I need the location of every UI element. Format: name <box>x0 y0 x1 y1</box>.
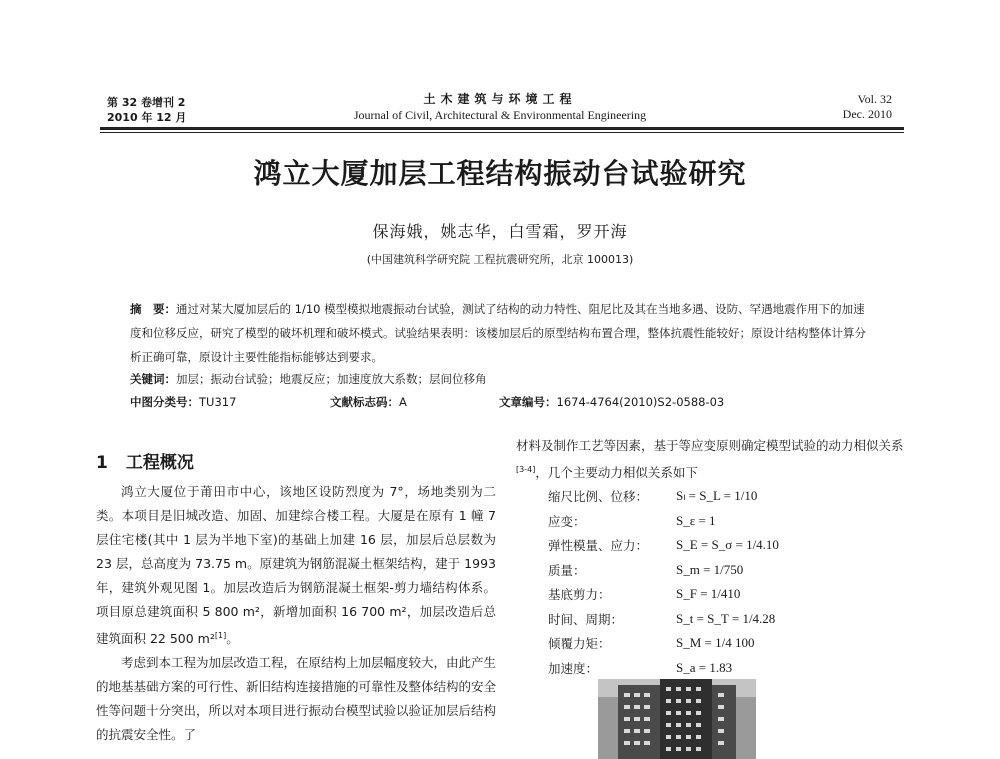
journal-name-cn: 土木建筑与环境工程 <box>423 92 577 106</box>
relation-label: 加速度： <box>548 660 599 676</box>
relation-formula: S_a = 1.83 <box>676 659 733 675</box>
citation: [1] <box>214 631 227 640</box>
building-image <box>598 679 756 759</box>
relation-row <box>548 533 779 558</box>
paragraph-text: 考虑到本工程为加层改造工程，在原结构上加层幅度较大，由此产生的地基基础方案的可行性、新旧结构连接措施的可靠性及整体结构的安全性等问题十分突出，所以对本项目进行振动台模型试验以验证加层后结构的抗震安全性。了 <box>96 655 497 743</box>
section-title: 工程概况 <box>125 453 194 473</box>
author-list: 保海娥，姚志华，白雪霜，罗开海 <box>372 222 628 241</box>
relation-formula: S_ε = 1 <box>676 512 716 528</box>
clc-label: 中图分类号： <box>130 395 199 409</box>
similarity-relations <box>548 484 779 680</box>
relation-label: 缩尺比例、位移： <box>548 489 649 505</box>
relation-label: 时间、周期： <box>548 611 624 627</box>
left-column-body <box>96 480 496 747</box>
journal-name-en: Journal of Civil, Architectural & Environmental Engineering <box>353 108 647 122</box>
relation-row <box>548 509 779 534</box>
article-label: 文章编号： <box>499 395 557 409</box>
relation-formula: S_t = S_T = 1/4.28 <box>676 610 776 626</box>
relation-row <box>548 631 779 656</box>
building-photo <box>598 679 756 759</box>
journal-volume-en <box>843 92 892 122</box>
paper-title: 鸿立大厦加层工程结构振动台试验研究 <box>253 157 747 190</box>
relation-formula: S_M = 1/4 100 <box>676 635 755 651</box>
abstract-text: 通过对某大厦加层后的 1/10 模型模拟地震振动台试验，测试了结构的动力特性、阻尼比及其在当地多遇、设防、罕遇地震作用下的加速度和位移反应，研究了模型的破坏机理和破坏模式。试验结果表明：该楼加层后的原型结构布置合理，整体抗震性能较好；原设计结构整体计算分析正确可靠，原设计主要性能指标能够达到要求。 <box>130 302 866 364</box>
abstract-label: 摘 要： <box>130 302 176 316</box>
abstract <box>130 297 874 369</box>
relation-row <box>548 484 779 509</box>
volume-issue: 第 32 卷增刊 2 <box>107 96 186 109</box>
relation-row <box>548 558 779 583</box>
header-rule-thin <box>100 132 904 133</box>
article-number <box>499 394 724 410</box>
relation-formula: S_F = 1/410 <box>676 586 741 602</box>
relation-label: 基底剪力： <box>548 587 611 603</box>
volume-en: Vol. 32 <box>857 92 892 106</box>
relation-label: 倾覆力矩： <box>548 636 611 652</box>
relation-formula: S_m = 1/750 <box>676 561 744 577</box>
paragraph <box>96 480 496 651</box>
relation-label: 应变： <box>548 513 586 529</box>
intro-text: 材料及制作工艺等因素，基于等应变原则确定模型试验的动力相似关系 <box>516 438 904 453</box>
citation: [3-4] <box>516 465 536 474</box>
section-heading <box>96 448 194 473</box>
relation-label: 弹性模量、应力： <box>548 538 649 554</box>
relation-formula: S_E = S_σ = 1/4.10 <box>676 537 779 553</box>
clc-number <box>130 394 236 410</box>
keywords <box>130 371 487 387</box>
affiliation: (中国建筑科学研究院 工程抗震研究所，北京 100013) <box>366 253 634 266</box>
keywords-text: 加层；振动台试验；地震反应；加速度放大系数；层间位移角 <box>176 372 487 386</box>
doc-label: 文献标志码： <box>330 395 399 409</box>
relation-row <box>548 656 779 681</box>
article-value: 1674-4764(2010)S2-0588-03 <box>556 395 725 409</box>
date-en: Dec. 2010 <box>842 107 892 121</box>
header-rule-thick <box>100 127 904 130</box>
relation-row <box>548 582 779 607</box>
intro-end: ，几个主要动力相似关系如下 <box>535 465 698 481</box>
relation-row <box>548 607 779 632</box>
issue-date: 2010 年 12 月 <box>107 111 187 124</box>
section-number: 1 <box>96 453 108 473</box>
paragraph <box>96 651 496 747</box>
paragraph-end: 。 <box>226 631 239 647</box>
document-code <box>330 394 407 410</box>
right-column-intro <box>516 434 906 485</box>
doc-value: A <box>399 395 407 409</box>
clc-value: TU317 <box>199 395 237 409</box>
keywords-label: 关键词： <box>130 372 176 386</box>
relation-label: 质量： <box>548 562 586 578</box>
relation-formula: Sₗ = S_L = 1/10 <box>676 488 758 504</box>
paragraph-text: 鸿立大厦位于莆田市中心，该地区设防烈度为 7°，场地类别为二类。本项目是旧城改造、加固、加建综合楼工程。大厦是在原有 1 幢 7 层住宅楼(其中 1 层为半地下室)的基础上加建 16 层，加层后总层数为 23 层，总高度为 73.75 m。原建筑为钢筋混凝土框架结构，建于 1993 年，建筑外观见图 1。加层改造后为钢筋混凝土框架-剪力墙结构体系。项目原总建筑面积 5 800 m²，新增加面积 16 700 m²，加层改造后总建筑面积 22 500 m² <box>96 484 496 647</box>
